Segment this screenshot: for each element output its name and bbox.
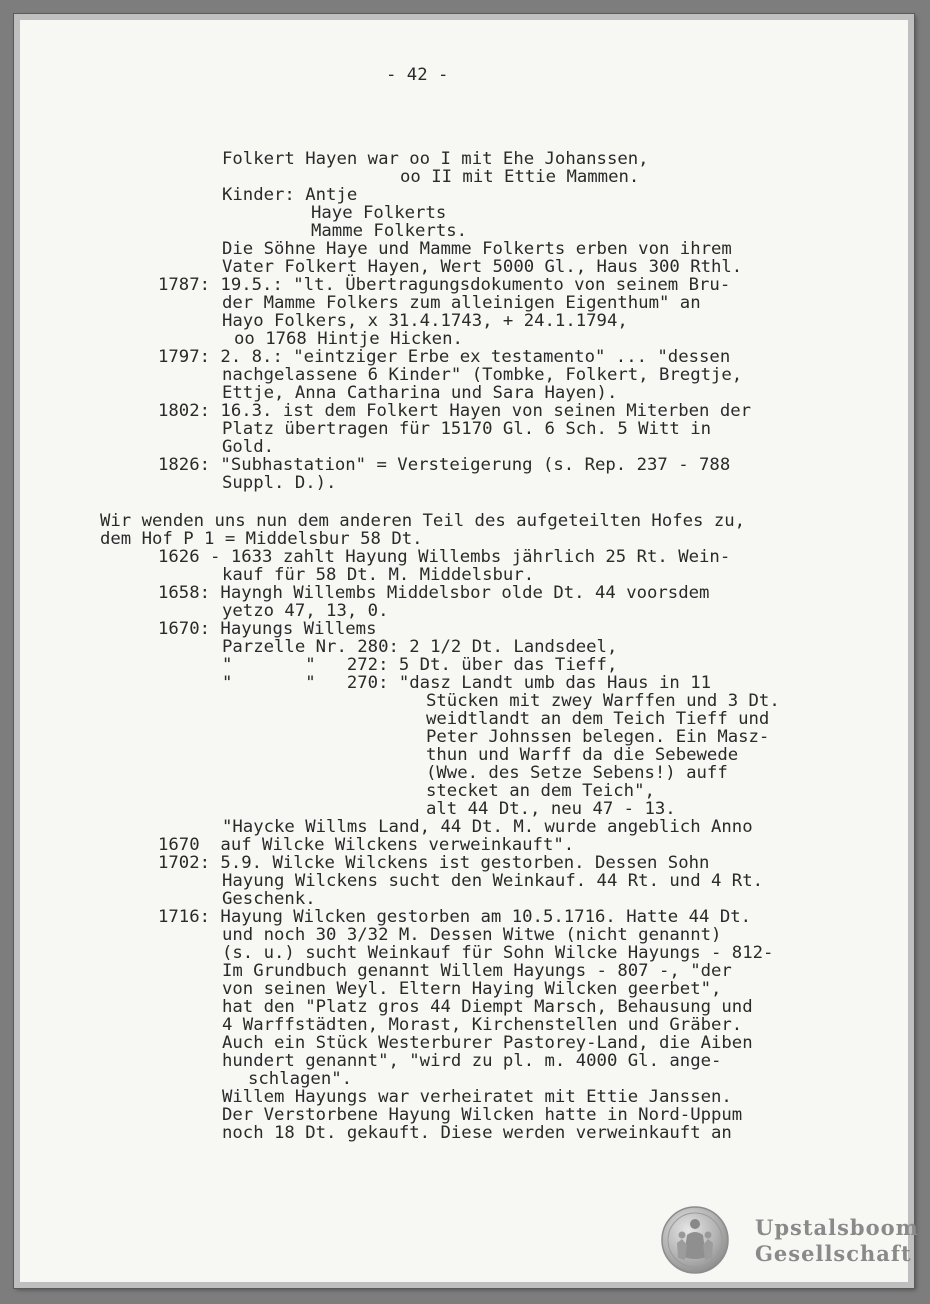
text-line: 1658: Hayngh Willembs Middelsbor olde Dt. 44 voorsdem [158, 583, 710, 603]
text-line: Geschenk. [222, 889, 316, 909]
text-line: Folkert Hayen war oo I mit Ehe Johanssen, [222, 149, 649, 169]
text-line: Hayung Wilckens sucht den Weinkauf. 44 Rt. und 4 Rt. [222, 871, 764, 891]
text-line: Peter Johnssen belegen. Ein Masz- [426, 727, 770, 747]
text-line: 1626 - 1633 zahlt Hayung Willembs jährlich 25 Rt. Wein- [158, 547, 731, 567]
text-line: der Mamme Folkers zum alleinigen Eigenthum" an [222, 293, 701, 313]
text-line: Vater Folkert Hayen, Wert 5000 Gl., Haus 300 Rthl. [222, 257, 743, 277]
page-frame [14, 14, 914, 1288]
text-line: 1826: "Subhastation" = Versteigerung (s. Rep. 237 - 788 [158, 455, 731, 475]
text-line: yetzo 47, 13, 0. [222, 601, 389, 621]
text-line: von seinen Weyl. Eltern Haying Wilcken geerbet", [222, 979, 722, 999]
text-line: kauf für 58 Dt. M. Middelsbur. [222, 565, 535, 585]
text-line: Platz übertragen für 15170 Gl. 6 Sch. 5 Witt in [222, 419, 711, 439]
text-line: 1797: 2. 8.: "eintziger Erbe ex testamento" ... "dessen [158, 347, 731, 367]
text-line: Kinder: Antje [222, 185, 358, 205]
text-line: "Haycke Willms Land, 44 Dt. M. wurde angeblich Anno [222, 817, 753, 837]
text-line: 4 Warffstädten, Morast, Kirchenstellen und Gräber. [222, 1015, 743, 1035]
logo-text-line2: Gesellschaft [755, 1241, 912, 1266]
text-line: stecket an dem Teich", [426, 781, 655, 801]
text-line: schlagen". [248, 1069, 353, 1089]
text-line: 1670: Hayungs Willems [158, 619, 377, 639]
text-line: Die Söhne Haye und Mamme Folkerts erben von ihrem [222, 239, 732, 259]
upstalsboom-logo [660, 1205, 919, 1275]
text-line: Suppl. D.). [222, 473, 337, 493]
text-line: 1670 auf Wilcke Wilckens verweinkauft". [158, 835, 575, 855]
text-line: hundert genannt", "wird zu pl. m. 4000 Gl. ange- [222, 1051, 722, 1071]
text-line: Haye Folkerts [311, 203, 447, 223]
text-line: Wir wenden uns nun dem anderen Teil des aufgeteilten Hofes zu, [100, 511, 746, 531]
text-line: Der Verstorbene Hayung Wilcken hatte in Nord-Uppum [222, 1105, 743, 1125]
text-line: Mamme Folkerts. [311, 221, 468, 241]
text-line: Hayo Folkers, x 31.4.1743, + 24.1.1794, [222, 311, 628, 331]
text-line: Im Grundbuch genannt Willem Hayungs - 807 -, "der [222, 961, 732, 981]
page-number: - 42 - [386, 65, 449, 85]
text-line: hat den "Platz gros 44 Diempt Marsch, Behausung und [222, 997, 753, 1017]
text-line: 1702: 5.9. Wilcke Wilckens ist gestorben. Dessen Sohn [158, 853, 710, 873]
text-line: und noch 30 3/32 M. Dessen Witwe (nicht genannt) [222, 925, 722, 945]
document-page [20, 20, 908, 1282]
text-line: Auch ein Stück Westerburer Pastorey-Land, die Aiben [222, 1033, 753, 1053]
text-line: Willem Hayungs war verheiratet mit Ettie Janssen. [222, 1087, 732, 1107]
text-line: 1716: Hayung Wilcken gestorben am 10.5.1716. Hatte 44 Dt. [158, 907, 752, 927]
text-line: oo II mit Ettie Mammen. [400, 167, 640, 187]
text-line: dem Hof P 1 = Middelsbur 58 Dt. [100, 529, 423, 549]
text-line: Parzelle Nr. 280: 2 1/2 Dt. Landsdeel, [222, 637, 618, 657]
text-line: " " 272: 5 Dt. über das Tieff, [222, 655, 618, 675]
text-line: (Wwe. des Setze Sebens!) auff [426, 763, 728, 783]
text-line: weidtlandt an dem Teich Tieff und [426, 709, 770, 729]
text-line: 1787: 19.5.: "lt. Übertragungsdokumento von seinem Bru- [158, 275, 731, 295]
text-line: (s. u.) sucht Weinkauf für Sohn Wilcke Hayungs - 812- [222, 943, 774, 963]
text-line: nachgelassene 6 Kinder" (Tombke, Folkert, Bregtje, [222, 365, 743, 385]
seal-icon [660, 1205, 730, 1275]
text-line: alt 44 Dt., neu 47 - 13. [426, 799, 676, 819]
logo-text-line1: Upstalsboom [755, 1215, 919, 1240]
text-line: " " 270: "dasz Landt umb das Haus in 11 [222, 673, 711, 693]
text-line: Ettje, Anna Catharina und Sara Hayen). [222, 383, 618, 403]
text-line: thun und Warff da die Sebewede [426, 745, 739, 765]
text-line: Stücken mit zwey Warffen und 3 Dt. [426, 691, 780, 711]
text-line: 1802: 16.3. ist dem Folkert Hayen von seinen Miterben der [158, 401, 752, 421]
text-line: noch 18 Dt. gekauft. Diese werden verweinkauft an [222, 1123, 732, 1143]
text-line: Gold. [222, 437, 275, 457]
text-line: oo 1768 Hintje Hicken. [234, 329, 463, 349]
